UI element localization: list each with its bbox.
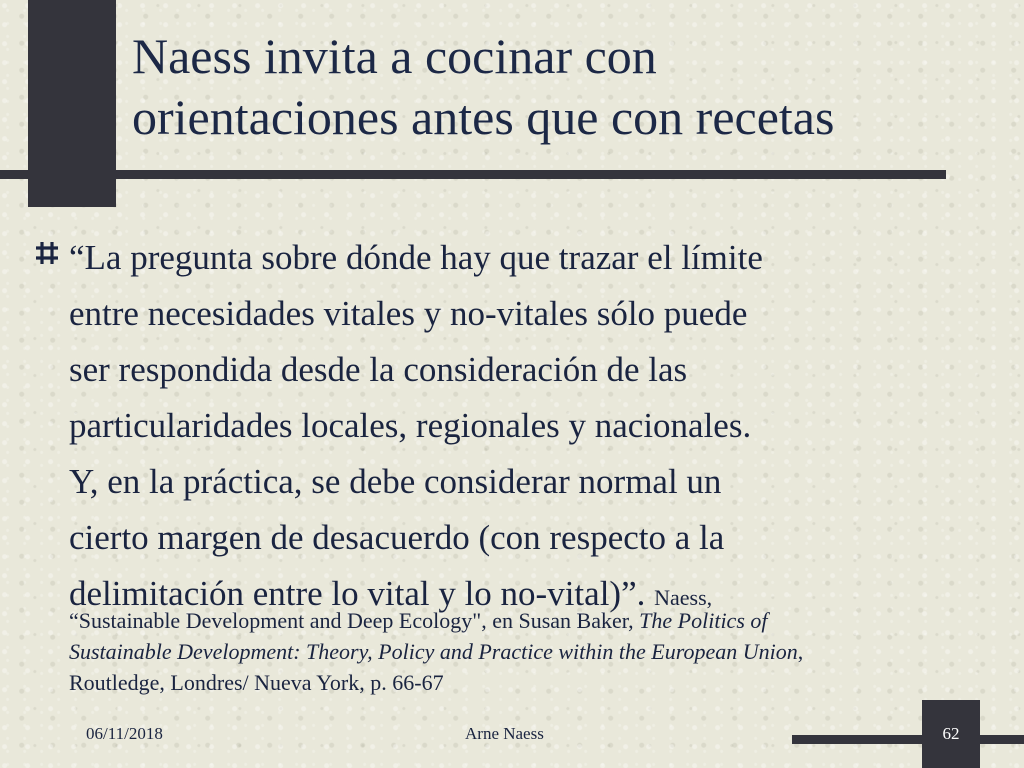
citation-line-1 <box>69 605 1014 636</box>
citation-author: Naess, <box>654 585 713 610</box>
hash-bullet-icon <box>34 240 60 266</box>
slide-title-line-2: orientaciones antes que con recetas <box>132 89 835 145</box>
citation <box>69 605 1014 698</box>
quote-line: cierto margen de desacuerdo (con respecto a la <box>69 518 725 557</box>
quote-last-text: delimitación entre lo vital y lo no-vital)”. <box>69 574 646 613</box>
citation-line-3: Routledge, Londres/ Nueva York, p. 66-67 <box>69 670 444 695</box>
slide-title-line-1: Naess invita a cocinar con <box>132 28 657 84</box>
title-rule <box>0 170 946 179</box>
footer-title: Arne Naess <box>465 724 544 743</box>
citation-line-2-italic: Sustainable Development: Theory, Policy and Practice within the European Union <box>69 639 798 664</box>
footer-rule <box>792 735 1024 744</box>
quote-text <box>69 230 1014 626</box>
quote-line: particularidades locales, regionales y nacionales. <box>69 406 752 445</box>
quote-line: Y, en la práctica, se debe considerar normal un <box>69 462 722 501</box>
footer-date: 06/11/2018 <box>86 724 163 743</box>
quote-line: entre necesidades vitales y no-vitales sólo puede <box>69 294 748 333</box>
citation-line-1-italic: The Politics of <box>639 608 768 633</box>
slide-title <box>132 26 1012 148</box>
quote-line: ser respondida desde la consideración de las <box>69 350 688 389</box>
citation-line-1-text: “Sustainable Development and Deep Ecology", en Susan Baker, <box>69 608 634 633</box>
quote-line: “La pregunta sobre dónde hay que trazar el límite <box>69 238 763 277</box>
citation-line-2-text: , <box>797 639 804 664</box>
page-number: 62 <box>942 724 960 743</box>
citation-line-2 <box>69 636 1014 667</box>
